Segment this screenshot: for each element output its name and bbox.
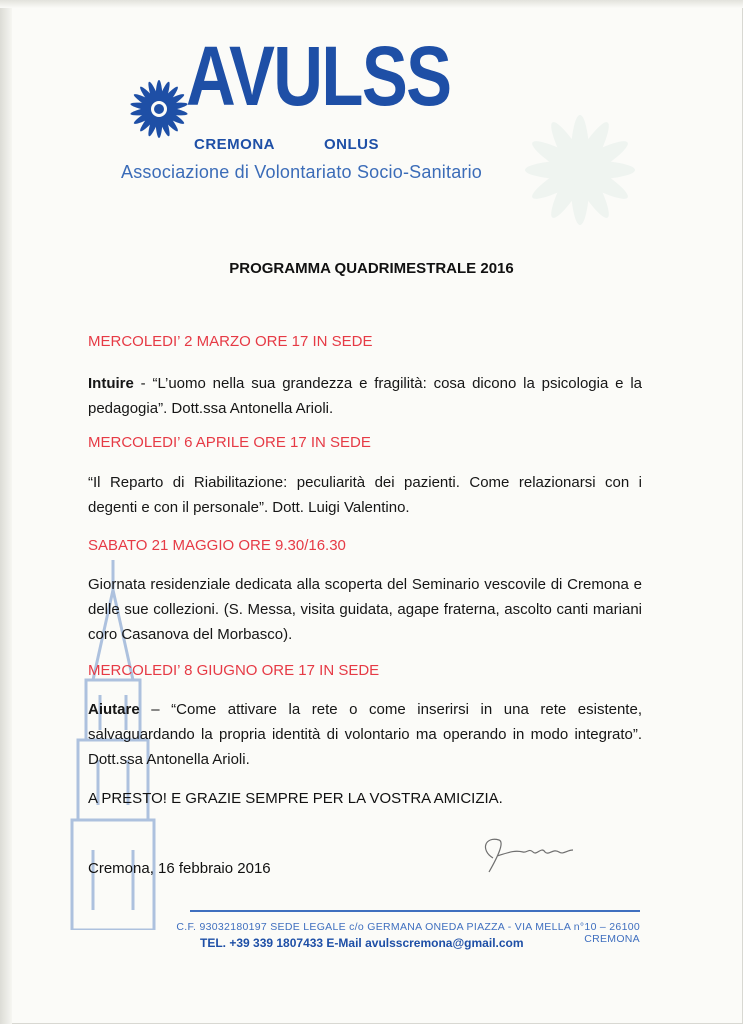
event-text-4: – “Come attivare la rete o come inserirsi in una rete esistente, salvaguardando la propria identità di volontario ma operando in modo integrato”. Dott.ssa Antonella Arioli. — [88, 701, 642, 768]
event-heading-2: MERCOLEDI’ 6 APRILE ORE 17 IN SEDE — [88, 434, 371, 451]
event-heading-1: MERCOLEDI’ 2 MARZO ORE 17 IN SEDE — [88, 333, 373, 350]
logo-city: CREMONA — [194, 136, 275, 153]
event-text-3: Giornata residenziale dedicata alla scoperta del Seminario vescovile di Cremona e delle sue collezioni. (S. Messa, visita guidata, agape fraterna, ascolto canti mariani coro Casanova del Morbasco). — [88, 576, 642, 643]
logo-wordmark: AVULSS — [186, 29, 451, 123]
handwritten-signature-icon — [475, 828, 585, 878]
event-body-2 — [88, 470, 642, 520]
footer-contact: TEL. +39 339 1807433 E-Mail avulsscremona@gmail.com — [200, 936, 524, 950]
event-lead-1: Intuire — [88, 375, 134, 392]
footer-address: C.F. 93032180197 SEDE LEGALE c/o GERMANA ONEDA PIAZZA - VIA MELLA n°10 – 26100 CREMONA — [176, 921, 640, 945]
flower-watermark-icon — [500, 40, 660, 270]
event-text-2: “Il Reparto di Riabilitazione: peculiarità dei pazienti. Come relazionarsi con i degenti e con il personale”. Dott. Luigi Valentino. — [88, 474, 642, 516]
avulss-logo — [128, 29, 451, 153]
event-heading-4: MERCOLEDI’ 8 GIUGNO ORE 17 IN SEDE — [88, 662, 380, 679]
event-body-3 — [88, 572, 642, 647]
event-lead-4: Aiutare — [88, 701, 140, 718]
association-tagline: Associazione di Volontariato Socio-Sanitario — [121, 162, 483, 182]
avulss-flower-logo-icon — [128, 78, 190, 140]
event-body-1 — [88, 371, 642, 421]
event-heading-3: SABATO 21 MAGGIO ORE 9.30/16.30 — [88, 537, 346, 554]
document-title: PROGRAMMA QUADRIMESTRALE 2016 — [229, 260, 514, 277]
event-text-1: - “L’uomo nella sua grandezza e fragilità: cosa dicono la psicologia e la pedagogia”. Dott.ssa Antonella Arioli. — [88, 375, 642, 417]
place-and-date: Cremona, 16 febbraio 2016 — [88, 860, 271, 877]
closing-line: A PRESTO! E GRAZIE SEMPRE PER LA VOSTRA AMICIZIA. — [88, 790, 503, 807]
event-body-4 — [88, 697, 642, 772]
scan-edge-left — [0, 0, 12, 1024]
scan-edge-top — [0, 0, 743, 8]
footer-rule — [190, 910, 640, 912]
logo-status: ONLUS — [324, 136, 379, 153]
